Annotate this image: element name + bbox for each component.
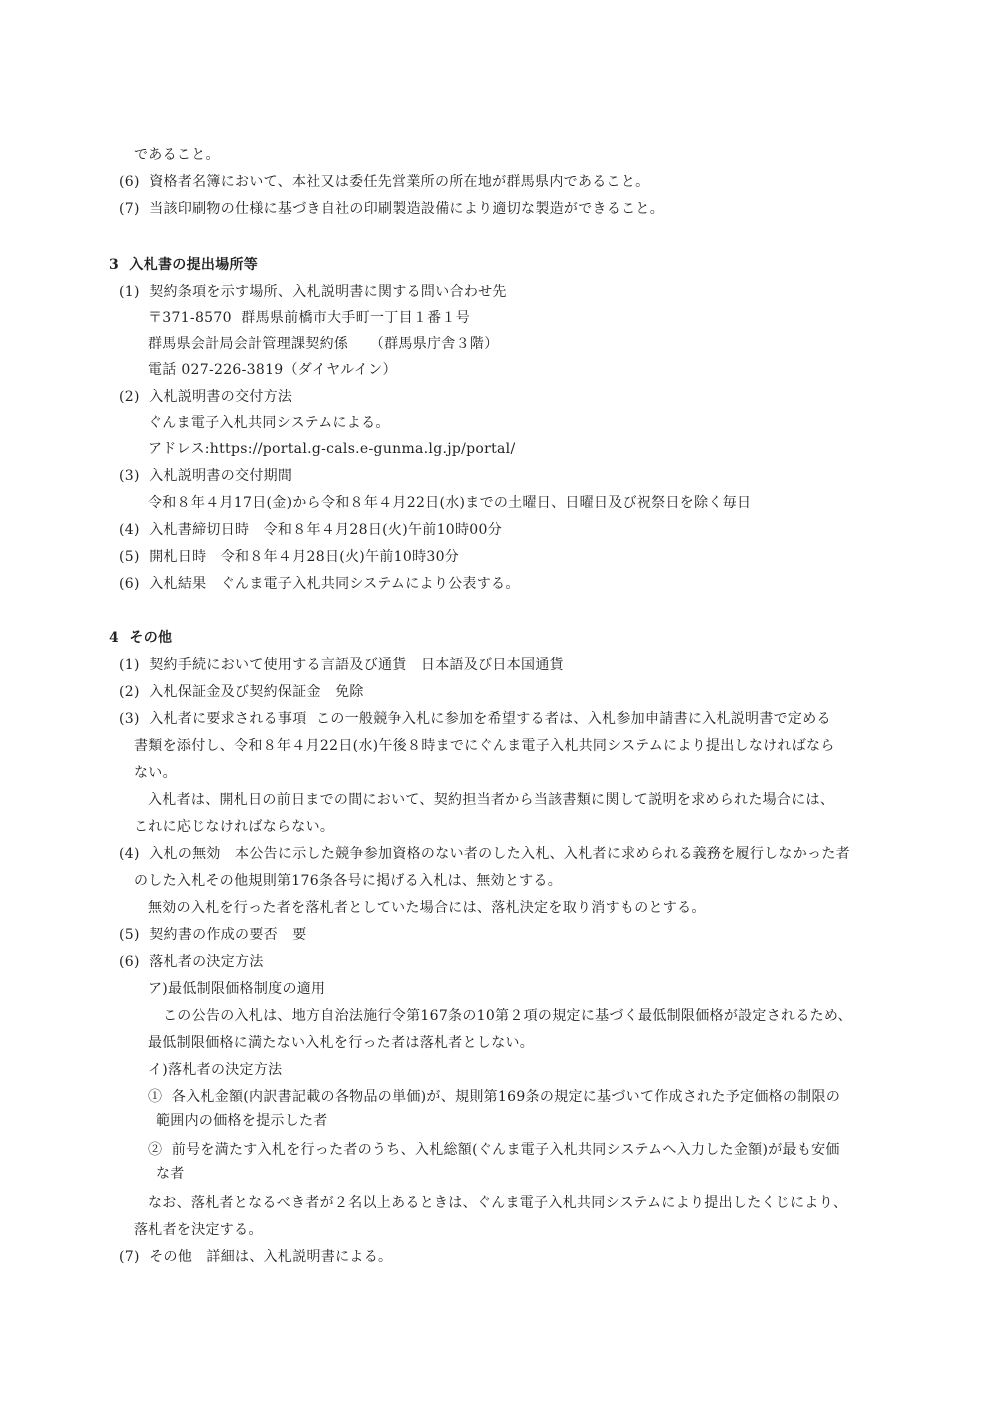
text-line: イ)落札者の決定方法 — [148, 1062, 283, 1078]
text-line: (1) 契約条項を示す場所、入札説明書に関する問い合わせ先 — [119, 284, 507, 300]
text-line: (6) 資格者名簿において、本社又は委任先営業所の所在地が群馬県内であること。 — [119, 174, 650, 190]
text-line: 書類を添付し、令和８年４月22日(水)午後８時までにぐんま電子入札共同システムにより提出しなければなら — [134, 738, 835, 754]
text-line: (6) 入札結果 ぐんま電子入札共同システムにより公表する。 — [119, 576, 520, 592]
text-line: (2) 入札保証金及び契約保証金 免除 — [119, 684, 364, 700]
text-line: 電話 027-226-3819（ダイヤルイン） — [148, 362, 397, 378]
text-line: (1) 契約手続において使用する言語及び通貨 日本語及び日本国通貨 — [119, 657, 564, 673]
text-line: ア)最低制限価格制度の適用 — [148, 981, 326, 997]
text-line: ① 各入札金額(内訳書記載の各物品の単価)が、規則第169条の規定に基づいて作成された予定価格の制限の — [148, 1089, 841, 1105]
text-line: この公告の入札は、地方自治法施行令第167条の10第２項の規定に基づく最低制限価格が設定されるため、 — [163, 1008, 852, 1024]
text-line: (5) 開札日時 令和８年４月28日(火)午前10時30分 — [119, 549, 460, 565]
text-line: (6) 落札者の決定方法 — [119, 954, 264, 970]
section-heading: 3 入札書の提出場所等 — [109, 257, 259, 273]
text-line: (3) 入札説明書の交付期間 — [119, 468, 293, 484]
text-line: 最低制限価格に満たない入札を行った者は落札者としない。 — [148, 1035, 535, 1051]
section-heading: 4 その他 — [109, 630, 173, 646]
text-line: これに応じなければならない。 — [134, 819, 335, 835]
text-line: (4) 入札書締切日時 令和８年４月28日(火)午前10時00分 — [119, 522, 502, 538]
text-line: (2) 入札説明書の交付方法 — [119, 389, 293, 405]
text-line: ない。 — [134, 765, 177, 781]
text-line: (4) 入札の無効 本公告に示した競争参加資格のない者のした入札、入札者に求められる義務を履行しなかった者 — [119, 846, 850, 862]
text-line: であること。 — [134, 147, 220, 163]
text-line: (5) 契約書の作成の要否 要 — [119, 927, 307, 943]
text-line: (7) その他 詳細は、入札説明書による。 — [119, 1249, 393, 1265]
text-line: 〒371-8570 群馬県前橋市大手町一丁目１番１号 — [148, 310, 471, 326]
text-line: な者 — [156, 1166, 185, 1182]
text-line: 入札者は、開札日の前日までの間において、契約担当者から当該書類に関して説明を求められた場合には、 — [148, 792, 835, 808]
text-line: 令和８年４月17日(金)から令和８年４月22日(水)までの土曜日、日曜日及び祝祭日を除く毎日 — [148, 495, 752, 511]
url-text: アドレス:https://portal.g-cals.e-gunma.lg.jp/portal/ — [148, 441, 516, 457]
text-line: 落札者を決定する。 — [134, 1222, 263, 1238]
text-line: 群馬県会計局会計管理課契約係 （群馬県庁舎３階） — [148, 336, 499, 352]
text-line: ぐんま電子入札共同システムによる。 — [148, 415, 390, 431]
text-line: 範囲内の価格を提示した者 — [156, 1113, 328, 1129]
text-line: のした入札その他規則第176条各号に掲げる入札は、無効とする。 — [134, 873, 563, 889]
text-line: 無効の入札を行った者を落札者としていた場合には、落札決定を取り消すものとする。 — [148, 900, 706, 916]
text-line: なお、落札者となるべき者が２名以上あるときは、ぐんま電子入札共同システムにより提出したくじにより、 — [148, 1195, 848, 1211]
text-line: (3) 入札者に要求される事項 この一般競争入札に参加を希望する者は、入札参加申請書に入札説明書で定める — [119, 711, 831, 727]
text-line: (7) 当該印刷物の仕様に基づき自社の印刷製造設備により適切な製造ができること。 — [119, 201, 665, 217]
text-line: ② 前号を満たす入札を行った者のうち、入札総額(ぐんま電子入札共同システムへ入力した金額)が最も安価 — [148, 1142, 840, 1158]
